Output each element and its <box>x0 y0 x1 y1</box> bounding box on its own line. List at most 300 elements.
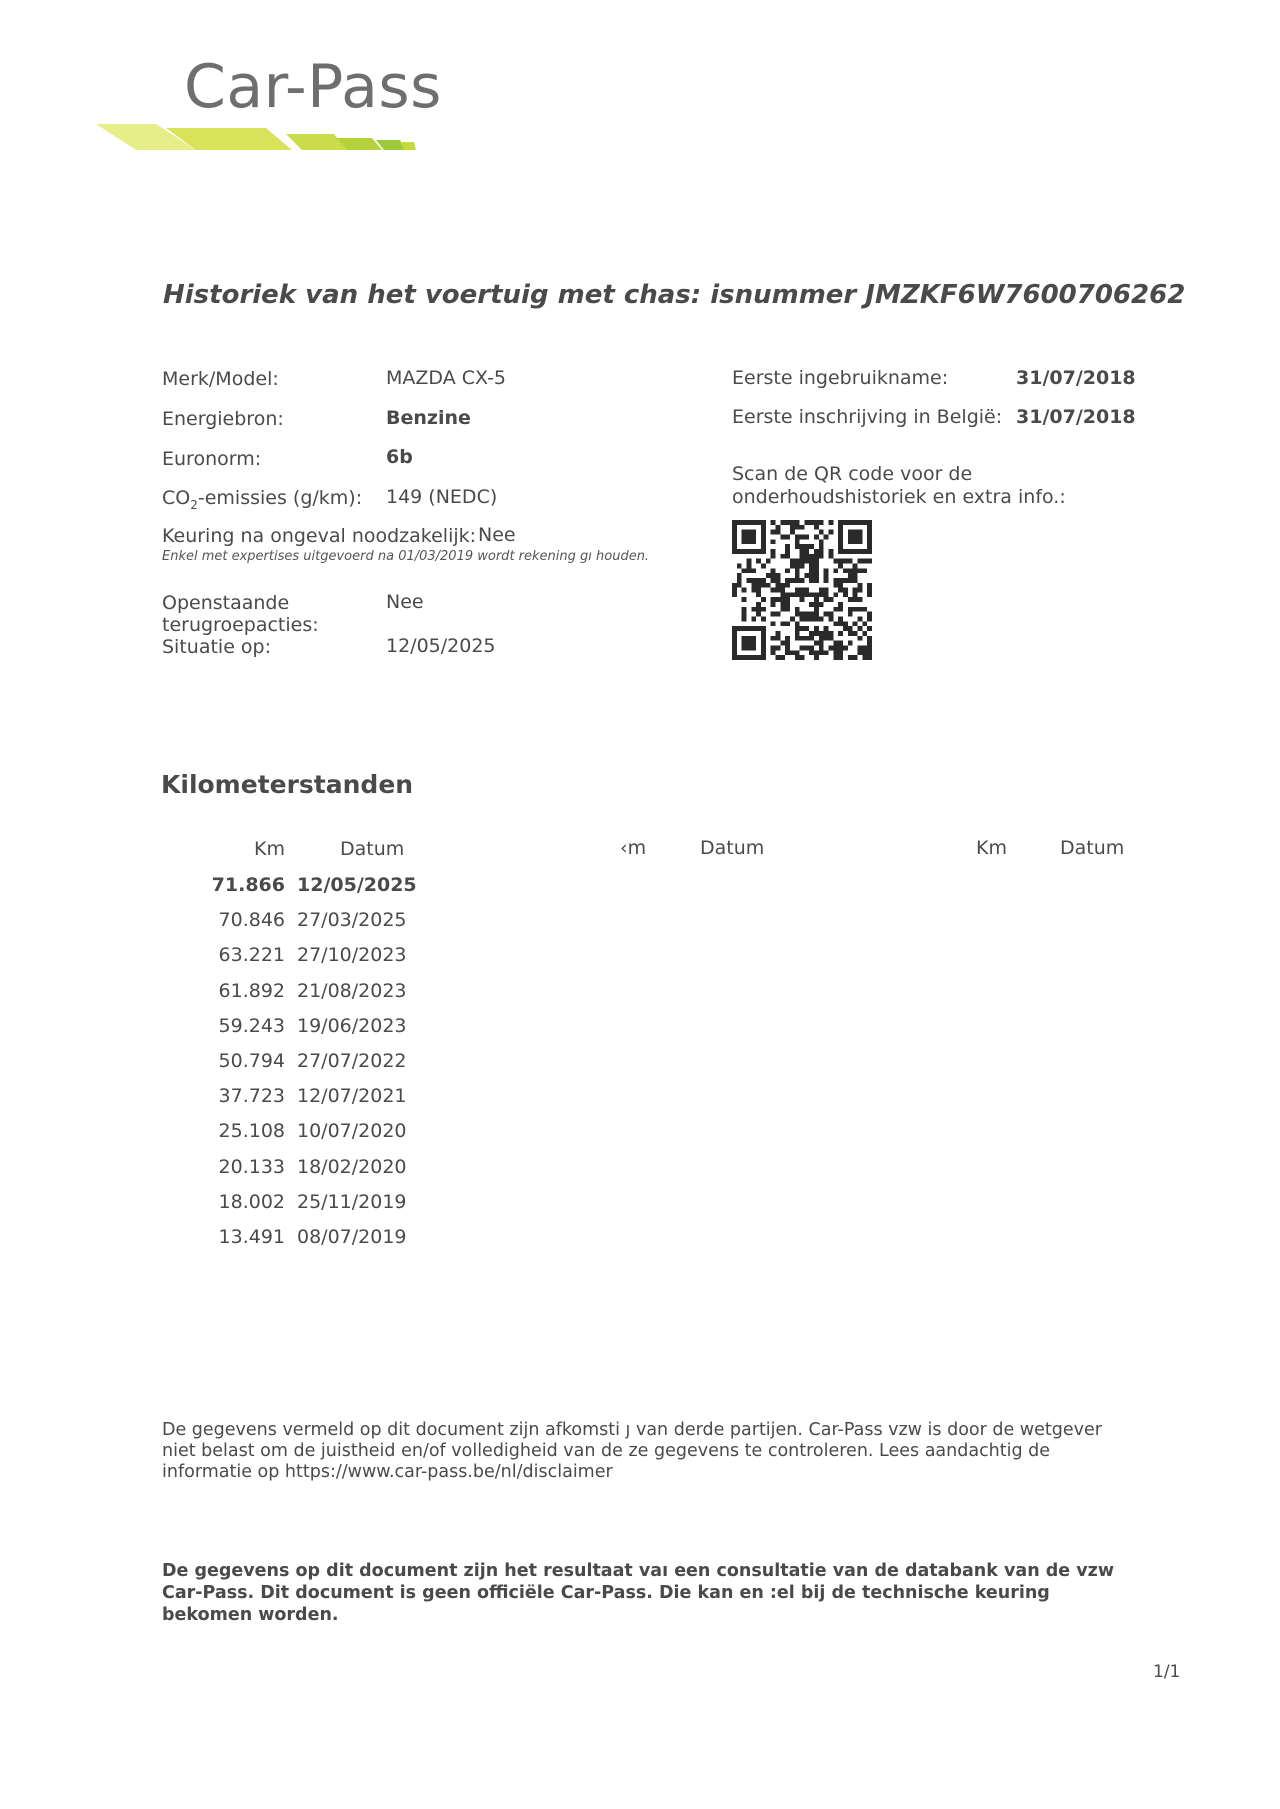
qr-module <box>824 592 829 597</box>
qr-module <box>838 578 843 583</box>
co2-label <box>162 487 362 512</box>
qr-module <box>819 520 824 525</box>
column-header-km-1: Km <box>254 838 285 860</box>
qr-module <box>819 636 824 641</box>
disclaimer-text: De gegevens vermeld op dit document zijn afkomsti ȷ van derde partijen. Car-Pass vzw is door de wetgever niet belast om de juistheid en/of volledigheid van de ze gegevens te controleren. Lees aandachtig de informatie op https://www.car-pass.be/nl/disclaimer <box>162 1420 1102 1482</box>
qr-module <box>780 554 785 559</box>
qr-module <box>862 607 867 612</box>
qr-module <box>809 520 814 525</box>
column-header-km-3: Km <box>976 837 1007 859</box>
qr-module <box>819 641 824 646</box>
qr-module <box>742 607 747 612</box>
qr-module <box>814 626 819 631</box>
qr-module <box>795 544 800 549</box>
qr-module <box>775 612 780 617</box>
qr-module <box>804 544 809 549</box>
qr-module <box>771 578 776 583</box>
qr-text-line2: onderhoudshistoriek en extra info.: <box>732 486 1066 508</box>
mileage-date: 08/07/2019 <box>297 1226 407 1248</box>
qr-module <box>853 655 858 660</box>
qr-module <box>819 544 824 549</box>
qr-module <box>809 544 814 549</box>
qr-module <box>804 534 809 539</box>
qr-module <box>814 592 819 597</box>
qr-module <box>790 530 795 535</box>
qr-module <box>814 617 819 622</box>
qr-module <box>775 631 780 636</box>
qr-module <box>795 607 800 612</box>
qr-module <box>795 568 800 573</box>
qr-module <box>867 650 872 655</box>
qr-module <box>737 583 742 588</box>
qr-module <box>809 559 814 564</box>
qr-module <box>814 573 819 578</box>
qr-module <box>785 554 790 559</box>
qr-module <box>804 592 809 597</box>
qr-module <box>780 655 785 660</box>
qr-module <box>795 636 800 641</box>
mileage-km: 25.108 <box>218 1120 285 1142</box>
qr-module <box>804 617 809 622</box>
qr-module <box>843 568 848 573</box>
qr-module <box>771 612 776 617</box>
qr-module <box>771 650 776 655</box>
qr-module <box>843 592 848 597</box>
qr-module <box>775 573 780 578</box>
qr-module <box>800 588 805 593</box>
mileage-date: 27/07/2022 <box>297 1050 407 1072</box>
qr-module <box>785 641 790 646</box>
co2-subscript: 2 <box>190 497 198 512</box>
qr-text-line1: Scan de QR code voor de <box>732 463 973 485</box>
qr-module <box>848 559 853 564</box>
qr-module <box>853 592 858 597</box>
qr-module <box>804 612 809 617</box>
qr-module <box>732 583 737 588</box>
qr-module <box>742 597 747 602</box>
qr-module <box>800 578 805 583</box>
situation-label: Situatie op: <box>162 636 272 658</box>
qr-module <box>800 534 805 539</box>
qr-module <box>853 607 858 612</box>
qr-module <box>853 597 858 602</box>
qr-module <box>790 559 795 564</box>
qr-module <box>843 626 848 631</box>
qr-module <box>785 636 790 641</box>
mileage-date: 27/10/2023 <box>297 944 407 966</box>
qr-module <box>809 573 814 578</box>
co2-prefix: CO <box>162 487 191 509</box>
qr-module <box>843 621 848 626</box>
qr-module <box>809 636 814 641</box>
qr-module <box>795 621 800 626</box>
qr-module <box>804 573 809 578</box>
qr-module <box>800 549 805 554</box>
qr-module <box>761 563 766 568</box>
mileage-date: 27/03/2025 <box>297 909 407 931</box>
qr-module <box>809 612 814 617</box>
qr-module <box>833 578 838 583</box>
qr-module <box>862 655 867 660</box>
qr-module <box>771 597 776 602</box>
column-header-km-2: ‹m <box>620 837 647 859</box>
qr-module <box>867 583 872 588</box>
column-header-date-1: Datum <box>340 838 405 860</box>
qr-module <box>814 549 819 554</box>
qr-module <box>833 621 838 626</box>
qr-module <box>858 597 863 602</box>
qr-module <box>771 568 776 573</box>
qr-module <box>790 520 795 525</box>
qr-module <box>780 641 785 646</box>
qr-module <box>795 578 800 583</box>
mileage-section-title: Kilometerstanden <box>161 770 414 799</box>
mileage-date: 12/07/2021 <box>297 1085 407 1107</box>
energy-value: Benzine <box>386 407 471 429</box>
qr-module <box>819 592 824 597</box>
qr-module <box>824 568 829 573</box>
qr-module <box>785 621 790 626</box>
make-model-label: Merk/Model: <box>162 368 279 390</box>
inspection-value: Nee <box>478 524 516 546</box>
qr-module <box>771 588 776 593</box>
qr-module <box>838 641 843 646</box>
qr-module <box>785 583 790 588</box>
qr-module <box>814 563 819 568</box>
qr-module <box>785 650 790 655</box>
qr-module <box>862 646 867 651</box>
qr-module <box>819 549 824 554</box>
qr-module <box>766 573 771 578</box>
qr-module <box>814 607 819 612</box>
qr-module <box>814 597 819 602</box>
qr-module <box>795 655 800 660</box>
qr-module <box>771 636 776 641</box>
qr-module <box>838 617 843 622</box>
qr-module <box>785 520 790 525</box>
qr-module <box>795 631 800 636</box>
qr-module <box>862 621 867 626</box>
qr-module <box>814 520 819 525</box>
qr-module <box>785 602 790 607</box>
qr-module <box>809 646 814 651</box>
qr-module <box>785 646 790 651</box>
mileage-km: 71.866 <box>211 874 285 896</box>
qr-module <box>800 617 805 622</box>
qr-module <box>771 530 776 535</box>
qr-module <box>814 602 819 607</box>
qr-module <box>771 646 776 651</box>
qr-module <box>829 520 834 525</box>
qr-module <box>809 617 814 622</box>
qr-module <box>742 588 747 593</box>
qr-module <box>853 588 858 593</box>
qr-module <box>756 607 761 612</box>
qr-module <box>775 525 780 530</box>
qr-module <box>858 626 863 631</box>
qr-module <box>833 641 838 646</box>
qr-module <box>800 544 805 549</box>
mileage-date: 25/11/2019 <box>297 1191 407 1213</box>
qr-module <box>800 612 805 617</box>
qr-module <box>833 607 838 612</box>
qr-module <box>824 588 829 593</box>
qr-finder-top-right <box>838 520 872 554</box>
mileage-km: 20.133 <box>218 1156 285 1178</box>
qr-module <box>800 636 805 641</box>
qr-module <box>800 563 805 568</box>
qr-module <box>775 646 780 651</box>
qr-module <box>804 636 809 641</box>
mileage-km: 13.491 <box>218 1226 285 1248</box>
qr-module <box>800 525 805 530</box>
qr-module <box>775 597 780 602</box>
qr-module <box>858 646 863 651</box>
qr-module <box>785 597 790 602</box>
qr-module <box>838 607 843 612</box>
qr-module <box>819 530 824 535</box>
qr-module <box>858 588 863 593</box>
qr-module <box>790 525 795 530</box>
qr-module <box>780 607 785 612</box>
qr-module <box>824 597 829 602</box>
qr-module <box>848 655 853 660</box>
co2-value: 149 (NEDC) <box>386 486 498 508</box>
qr-module <box>766 559 771 564</box>
qr-module <box>746 563 751 568</box>
qr-module <box>795 563 800 568</box>
qr-module <box>780 602 785 607</box>
qr-module <box>785 544 790 549</box>
qr-module <box>819 539 824 544</box>
qr-module <box>809 568 814 573</box>
qr-module <box>771 549 776 554</box>
qr-module <box>756 602 761 607</box>
qr-module <box>756 583 761 588</box>
qr-finder-bottom-left <box>732 626 766 660</box>
qr-module <box>771 554 776 559</box>
qr-module <box>843 578 848 583</box>
qr-finder-top-left <box>732 520 766 554</box>
qr-module <box>732 588 737 593</box>
qr-module <box>809 631 814 636</box>
qr-module <box>829 612 834 617</box>
qr-module <box>838 588 843 593</box>
qr-module <box>804 588 809 593</box>
qr-module <box>809 554 814 559</box>
qr-module <box>829 646 834 651</box>
qr-module <box>829 597 834 602</box>
qr-module <box>867 592 872 597</box>
qr-module <box>795 588 800 593</box>
qr-module <box>829 636 834 641</box>
qr-module <box>795 592 800 597</box>
qr-module <box>819 588 824 593</box>
qr-module <box>790 650 795 655</box>
recall-label-line1: Openstaande <box>162 592 290 614</box>
qr-module <box>829 631 834 636</box>
qr-module <box>814 578 819 583</box>
qr-module <box>838 650 843 655</box>
qr-module <box>800 592 805 597</box>
qr-module <box>814 655 819 660</box>
qr-module <box>867 559 872 564</box>
mileage-date: 21/08/2023 <box>297 980 407 1002</box>
qr-module <box>785 607 790 612</box>
qr-module <box>819 646 824 651</box>
qr-module <box>824 534 829 539</box>
qr-module <box>824 626 829 631</box>
qr-module <box>800 554 805 559</box>
qr-module <box>838 646 843 651</box>
qr-module <box>867 588 872 593</box>
qr-module <box>824 631 829 636</box>
qr-module <box>843 588 848 593</box>
qr-module <box>790 592 795 597</box>
qr-module <box>737 563 742 568</box>
qr-module <box>751 578 756 583</box>
qr-module <box>867 646 872 651</box>
qr-module <box>848 597 853 602</box>
qr-module <box>795 626 800 631</box>
qr-module <box>829 549 834 554</box>
qr-module <box>833 655 838 660</box>
notice-text: De gegevens op dit document zijn het resultaat vaı een consultatie van de databank van de vzw Car-Pass. Dit document is geen officiële Car-Pass. Die kan en :el bij de technische keuring bekomen worden. <box>162 1561 1115 1625</box>
qr-module <box>833 646 838 651</box>
qr-module <box>862 631 867 636</box>
qr-module <box>814 568 819 573</box>
mileage-date: 18/02/2020 <box>297 1156 407 1178</box>
qr-module <box>819 554 824 559</box>
first-registration-value: 31/07/2018 <box>1016 406 1136 428</box>
qr-module <box>771 621 776 626</box>
page-number: 1/1 <box>1153 1662 1181 1682</box>
qr-module <box>829 554 834 559</box>
qr-module <box>833 583 838 588</box>
qr-module <box>814 612 819 617</box>
first-use-value: 31/07/2018 <box>1016 367 1136 389</box>
qr-module <box>814 650 819 655</box>
qr-module <box>742 617 747 622</box>
qr-module <box>795 573 800 578</box>
qr-module <box>790 617 795 622</box>
qr-module <box>746 568 751 573</box>
qr-module <box>867 655 872 660</box>
mileage-date: 10/07/2020 <box>297 1120 407 1142</box>
qr-module <box>853 568 858 573</box>
mileage-km: 59.243 <box>218 1015 285 1037</box>
qr-module <box>780 588 785 593</box>
qr-module <box>867 617 872 622</box>
qr-module <box>867 626 872 631</box>
mileage-km: 63.221 <box>218 944 285 966</box>
column-header-date-2: Datum <box>700 837 765 859</box>
qr-module <box>746 559 751 564</box>
qr-module <box>771 602 776 607</box>
qr-module <box>838 655 843 660</box>
qr-module <box>756 588 761 593</box>
qr-module <box>814 559 819 564</box>
qr-module <box>858 607 863 612</box>
qr-module <box>843 646 848 651</box>
qr-module <box>795 539 800 544</box>
qr-module <box>795 520 800 525</box>
qr-module <box>858 583 863 588</box>
qr-module <box>785 568 790 573</box>
qr-module <box>785 549 790 554</box>
qr-module <box>800 655 805 660</box>
qr-module <box>833 568 838 573</box>
recall-label-line2: terugroepacties: <box>162 614 319 636</box>
qr-module <box>795 650 800 655</box>
qr-module <box>737 573 742 578</box>
qr-module <box>848 578 853 583</box>
qr-module <box>761 597 766 602</box>
qr-module <box>824 612 829 617</box>
energy-label: Energiebron: <box>162 408 284 430</box>
qr-module <box>824 578 829 583</box>
qr-module <box>809 578 814 583</box>
qr-module <box>858 568 863 573</box>
document-title: Historiek van het voertuig met chas: isnummer JMZKF6W7600706262 <box>163 280 1186 310</box>
mileage-km: 61.892 <box>218 980 285 1002</box>
qr-module <box>780 534 785 539</box>
qr-module <box>795 612 800 617</box>
qr-module <box>819 602 824 607</box>
logo-stripe-3 <box>286 134 348 150</box>
qr-module <box>804 520 809 525</box>
qr-module <box>795 559 800 564</box>
qr-module <box>761 617 766 622</box>
qr-module <box>853 631 858 636</box>
qr-module <box>814 525 819 530</box>
qr-module <box>775 530 780 535</box>
qr-module <box>751 568 756 573</box>
qr-module <box>737 578 742 583</box>
co2-suffix: -emissies (g/km): <box>197 487 363 509</box>
qr-module <box>800 626 805 631</box>
qr-module <box>751 617 756 622</box>
qr-module <box>780 583 785 588</box>
qr-module <box>795 525 800 530</box>
qr-module <box>775 636 780 641</box>
qr-module <box>809 602 814 607</box>
qr-module <box>853 573 858 578</box>
qr-code[interactable] <box>732 520 872 660</box>
qr-module <box>848 631 853 636</box>
qr-module <box>771 539 776 544</box>
qr-module <box>800 559 805 564</box>
qr-module <box>761 607 766 612</box>
mileage-date: 12/05/2025 <box>297 874 417 896</box>
qr-module <box>775 588 780 593</box>
car-pass-logo: Car-Pass <box>184 52 442 122</box>
qr-module <box>824 650 829 655</box>
qr-module <box>862 650 867 655</box>
qr-module <box>746 578 751 583</box>
qr-module <box>761 583 766 588</box>
qr-module <box>814 641 819 646</box>
qr-module <box>780 520 785 525</box>
inspection-label: Keuring na ongeval noodzakelijk: <box>162 525 477 547</box>
qr-module <box>756 612 761 617</box>
qr-module <box>751 588 756 593</box>
qr-module <box>843 559 848 564</box>
qr-module <box>858 650 863 655</box>
qr-module <box>858 559 863 564</box>
mileage-km: 50.794 <box>218 1050 285 1072</box>
qr-module <box>756 578 761 583</box>
